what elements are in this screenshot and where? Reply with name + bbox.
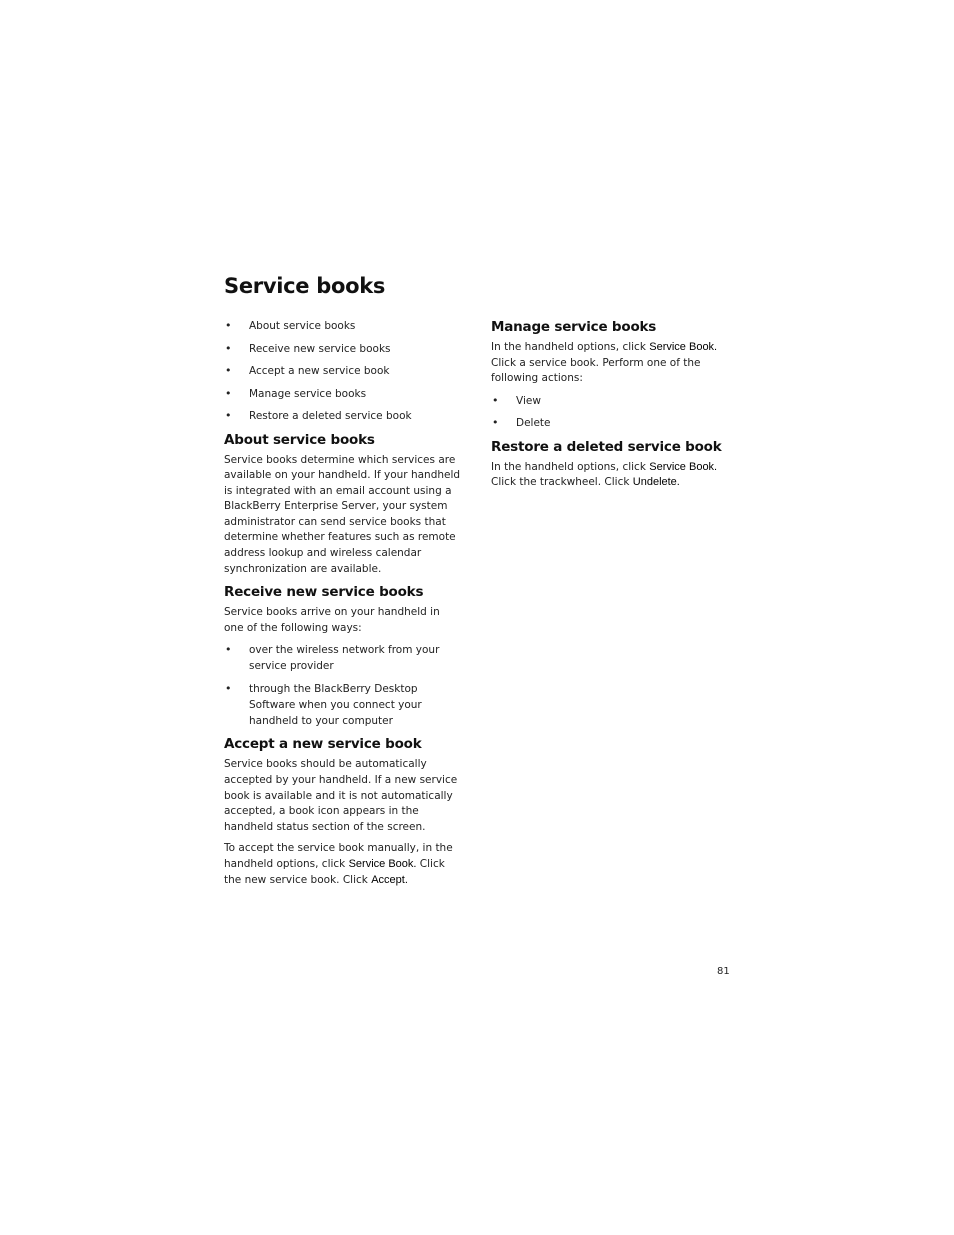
toc-item-receive: • Receive new service books (224, 341, 462, 357)
manage-text-b: Click a service book. Perform one of the following actions: (491, 356, 701, 385)
left-column (224, 318, 462, 894)
receive-heading: Receive new service books (224, 584, 424, 601)
page-number: 81 (717, 966, 730, 977)
receive-item-desktop: • through the BlackBerry Desktop Software when you connect your handheld to your computer (224, 681, 462, 729)
restore-text-b: Click the trackwheel. Click (491, 476, 633, 489)
about-body: Service books determine which services are available on your handheld. If your handheld is integrated with an email account using a BlackBerry Enterprise Server, your system administrator can send service books that determine whether features such as remote address lookup and wireless calendar synchronization are available. (224, 453, 461, 575)
accept-body: Service books should be automatically accepted by your handheld. If a new service book is available and it is not automatically accepted, a book icon appears in the handheld status section of the screen. (224, 758, 458, 833)
toc-list (224, 318, 462, 424)
accept-text-a: To accept the service book manually, in the handheld options, click (224, 842, 453, 870)
restore-instructions (491, 460, 729, 491)
receive-item-wireless: • over the wireless network from your service provider (224, 642, 462, 674)
manage-instructions (491, 340, 729, 387)
manage-action-view: • View (491, 393, 729, 409)
about-heading: About service books (224, 431, 375, 448)
undelete-menu-label: Undelete. (632, 476, 680, 489)
accept-text-b: Click the new service book. Click (224, 858, 445, 886)
page-title: Service books (224, 274, 386, 298)
service-book-menu-label: Service Book. (649, 460, 718, 473)
accept-instructions (224, 841, 462, 888)
service-book-menu-label: Service Book. (348, 858, 417, 870)
accept-heading: Accept a new service book (224, 736, 422, 753)
toc-item-manage: • Manage service books (224, 386, 462, 402)
manage-heading: Manage service books (491, 319, 657, 335)
manage-actions-list (491, 393, 729, 432)
service-book-menu-label: Service Book. (649, 341, 718, 353)
accept-menu-label: Accept. (371, 873, 408, 886)
manage-action-delete: • Delete (491, 415, 729, 431)
toc-item-accept: • Accept a new service book (224, 363, 462, 379)
receive-intro: Service books arrive on your handheld in one of the following ways: (224, 606, 440, 634)
restore-heading: Restore a deleted service book (491, 438, 722, 455)
receive-list (224, 642, 462, 729)
restore-text-a: In the handheld options, click (491, 460, 650, 473)
manage-text-a: In the handheld options, click (491, 341, 650, 353)
toc-item-restore: • Restore a deleted service book (224, 408, 462, 424)
toc-item-about: • About service books (224, 318, 462, 334)
right-column (491, 318, 729, 497)
